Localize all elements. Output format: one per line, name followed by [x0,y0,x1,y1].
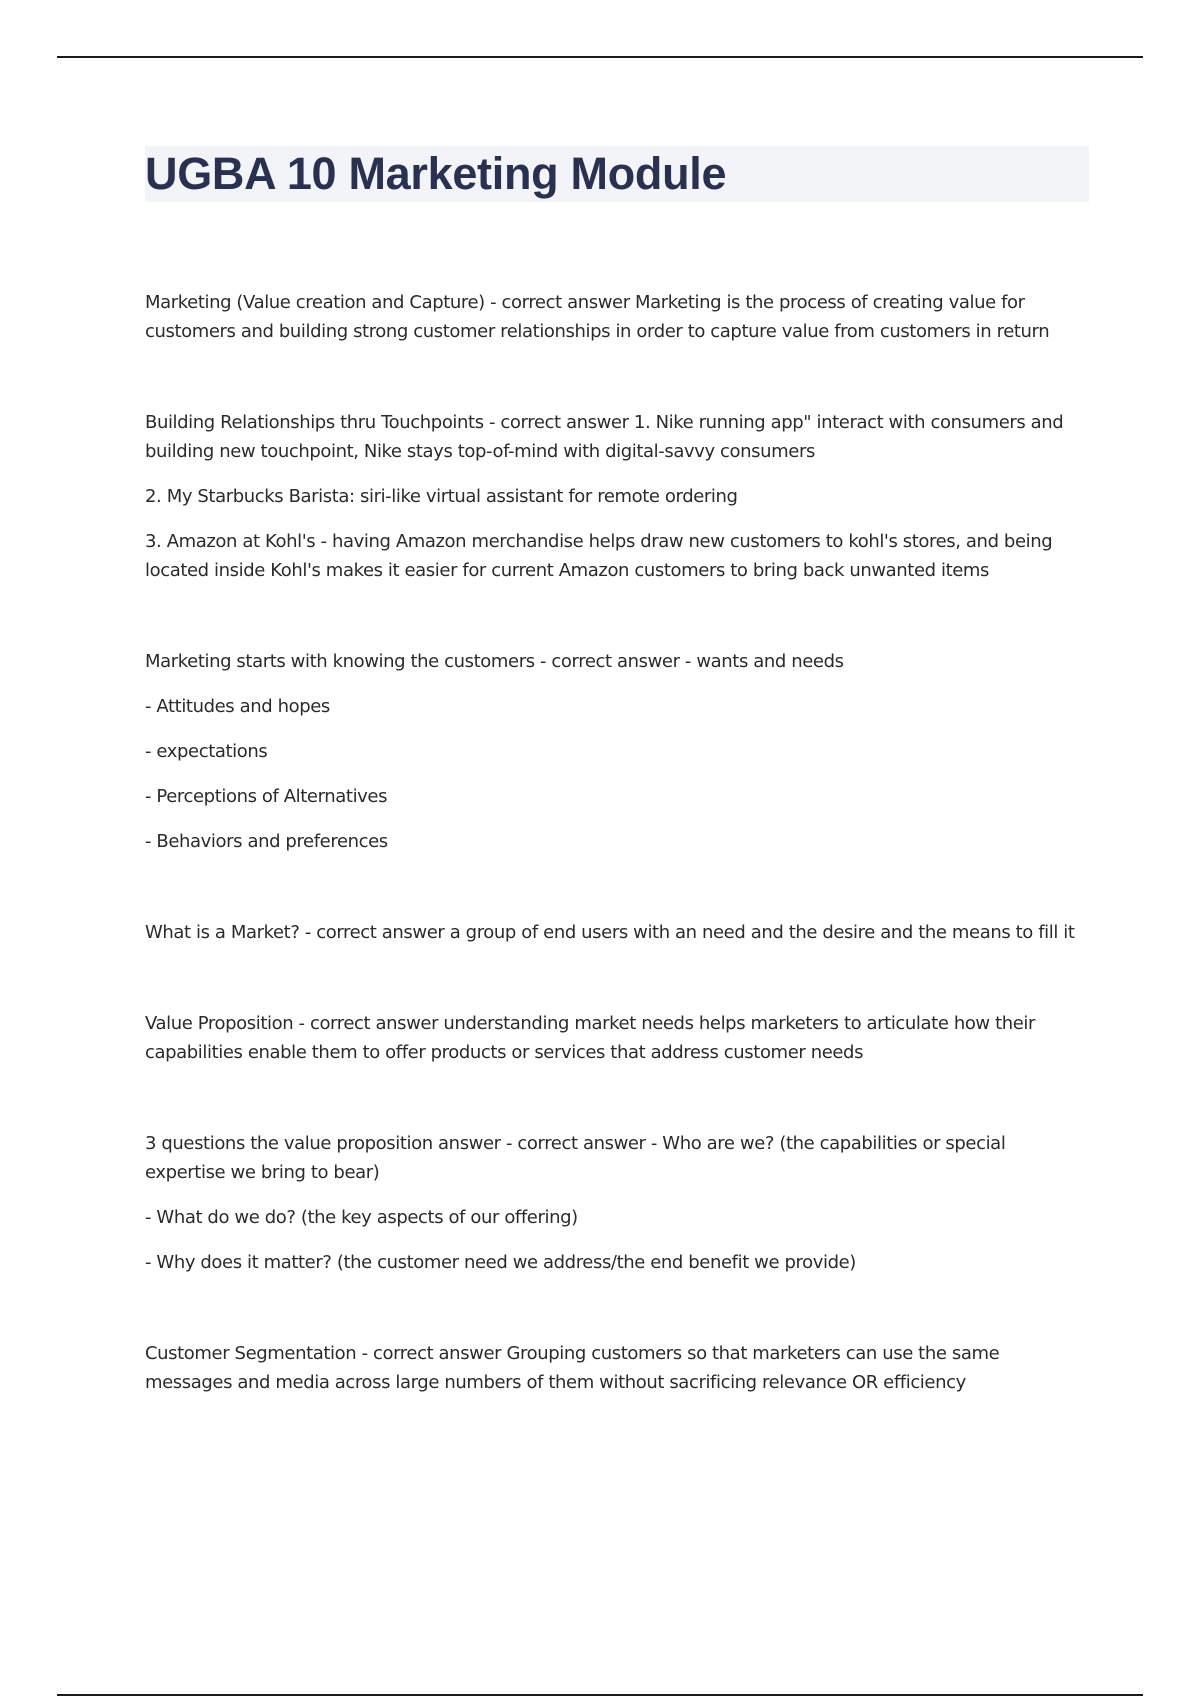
entry-marketing-definition [145,288,1090,346]
entry-text: - Perceptions of Alternatives [145,786,388,807]
entry-text: - Why does it matter? (the customer need we address/the end benefit we provide) [145,1252,856,1273]
bottom-rule [57,1694,1143,1696]
entry-text: 2. My Starbucks Barista: siri-like virtual assistant for remote ordering [145,486,738,507]
entry-text: Marketing (Value creation and Capture) - correct answer Marketing is the process of creating value for customers and building strong customer relationships in order to capture value from customers in return [145,292,1050,342]
entry-touchpoints [145,408,1090,585]
entry-text: - Behaviors and preferences [145,831,388,852]
page-title: UGBA 10 Marketing Module [145,148,727,199]
entry-text: 3 questions the value proposition answer - correct answer - Who are we? (the capabilities or special expertise we bring to bear) [145,1133,1006,1183]
entry-text: - What do we do? (the key aspects of our offering) [145,1207,578,1228]
entry-three-questions [145,1129,1090,1277]
entry-market [145,918,1090,947]
document-body [145,288,1090,1459]
entry-text: What is a Market? - correct answer a group of end users with an need and the desire and the means to fill it [145,922,1075,943]
top-rule [57,56,1143,58]
entry-text: Value Proposition - correct answer understanding market needs helps marketers to articulate how their capabilities enable them to offer products or services that address customer needs [145,1013,1036,1063]
entry-customer-segmentation [145,1339,1090,1397]
entry-text: Customer Segmentation - correct answer Grouping customers so that marketers can use the same messages and media across large numbers of them without sacrificing relevance OR efficiency [145,1343,1000,1393]
entry-value-proposition [145,1009,1090,1067]
entry-text: - expectations [145,741,268,762]
entry-text: - Attitudes and hopes [145,696,330,717]
entry-text: Marketing starts with knowing the customers - correct answer - wants and needs [145,651,844,672]
entry-text: 3. Amazon at Kohl's - having Amazon merchandise helps draw new customers to kohl's stores, and being located inside Kohl's makes it easier for current Amazon customers to bring back unwanted items [145,531,1053,581]
entry-knowing-customers [145,647,1090,856]
entry-text: Building Relationships thru Touchpoints - correct answer 1. Nike running app" interact with consumers and building new touchpoint, Nike stays top-of-mind with digital-savvy consumers [145,412,1064,462]
